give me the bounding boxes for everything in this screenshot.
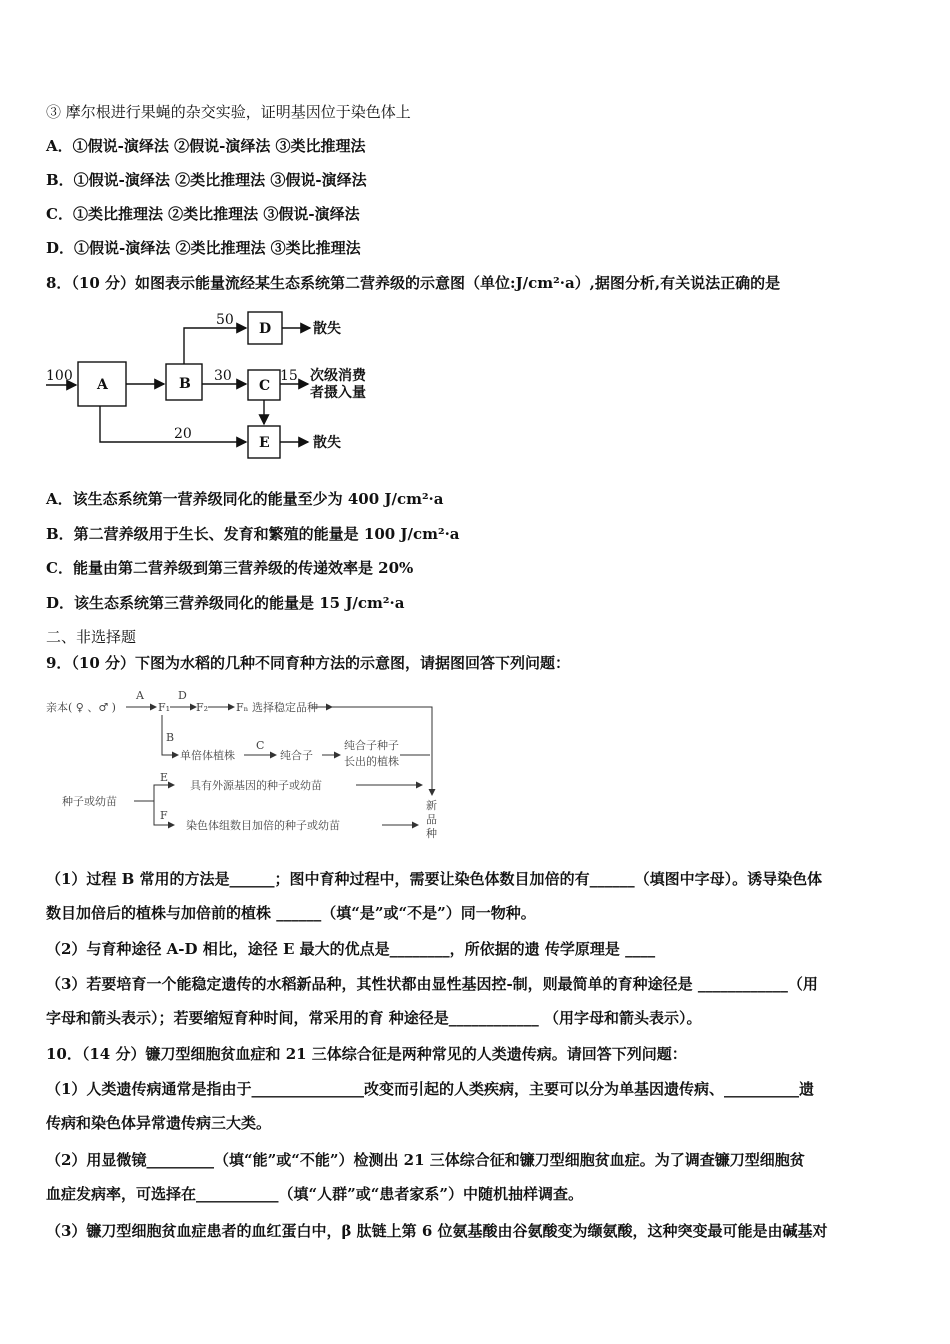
breeding-methods-diagram xyxy=(44,685,444,845)
section-heading: 二、非选择题 xyxy=(46,628,137,646)
q8-option-b: B．第二营养级用于生长、发育和繁殖的能量是 100 J/cm²·a xyxy=(46,525,460,543)
q10-part1 xyxy=(46,1072,908,1140)
path-e-label: E xyxy=(160,771,169,784)
pure-label: 纯合子 xyxy=(280,749,313,762)
q7-option-d: D．①假说-演绎法 ②类比推理法 ③类比推理法 xyxy=(46,239,361,257)
arrow-a-e xyxy=(100,406,246,442)
q9-part1 xyxy=(46,862,908,930)
haploid-label: 单倍体植株 xyxy=(180,749,235,762)
new-variety-2: 品 xyxy=(426,813,437,826)
parents-label: 亲本( ♀ 、♂ ) xyxy=(46,701,116,714)
path-d-label: D xyxy=(178,689,187,702)
f2-label: F₂ xyxy=(196,701,209,714)
seeds-label: 种子或幼苗 xyxy=(62,795,117,808)
arrow-b-d xyxy=(184,328,246,364)
path-b-label: B xyxy=(166,731,175,744)
q9-stem: 9．（10 分）下图为水稻的几种不同育种方法的示意图，请据图回答下列问题： xyxy=(46,654,571,672)
new-variety-1: 新 xyxy=(426,799,437,812)
path-c-label: C xyxy=(256,739,265,752)
q7-option-c: C．①类比推理法 ②类比推理法 ③假说-演绎法 xyxy=(46,205,360,223)
f1-label: F₁ xyxy=(158,701,171,714)
doubled-label: 染色体组数目加倍的种子或幼苗 xyxy=(186,819,340,832)
q7-option-b: B．①假说-演绎法 ②类比推理法 ③假说-演绎法 xyxy=(46,171,367,189)
value-input: 100 xyxy=(46,368,73,384)
q7-item-3: ③ 摩尔根进行果蝇的杂交实验，证明基因位于染色体上 xyxy=(46,103,411,121)
value-15: 15 xyxy=(280,368,298,384)
path-f-label: F xyxy=(160,809,168,822)
q10-stem: 10．（14 分）镰刀型细胞贫血症和 21 三体综合征是两种常见的人类遗传病。请回答下列问题： xyxy=(46,1045,687,1063)
q9-part2: （2）与育种途径 A-D 相比，途径 E 最大的优点是________，所依据的遗 传学原理是 ____ xyxy=(46,940,656,958)
q8-option-a: A．该生态系统第一营养级同化的能量至少为 400 J/cm²·a xyxy=(46,490,444,508)
q10-part3: （3）镰刀型细胞贫血症患者的血红蛋白中，β 肽链上第 6 位氨基酸由谷氨酸变为缬氨酸，这种突变最可能是由碱基对 xyxy=(46,1222,828,1240)
q9-p3-line2: 字母和箭头表示）；若要缩短育种时间，常采用的育 种途径是____________ （用字母和箭头表示）。 xyxy=(46,1009,702,1027)
energy-flow-diagram xyxy=(40,300,400,470)
q10-p2-line2: 血症发病率，可选择在___________（填“人群”或“患者家系”）中随机抽样调查。 xyxy=(46,1185,584,1203)
q9-p3-line1: （3）若要培育一个能稳定遗传的水稻新品种，其性状都由显性基因控-制，则最简单的育种途径是 ____________（用 xyxy=(46,975,818,993)
q7-option-a: A．①假说-演绎法 ②假说-演绎法 ③类比推理法 xyxy=(46,137,366,155)
label-box-c: C xyxy=(259,378,271,394)
q10-p1-line2: 传病和染色体异常遗传病三大类。 xyxy=(46,1114,272,1132)
q8-stem: 8．（10 分）如图表示能量流经某生态系统第二营养级的示意图（单位:J/cm²·a）,据图分析,有关说法正确的是 xyxy=(46,274,781,292)
q10-part2 xyxy=(46,1143,908,1211)
path-a-label: A xyxy=(136,689,144,702)
q9-part3 xyxy=(46,967,908,1035)
q10-p1-line1: （1）人类遗传病通常是指由于_______________改变而引起的人类疾病，主要可以分为单基因遗传病、__________遗 xyxy=(46,1080,814,1098)
value-50: 50 xyxy=(216,312,234,328)
new-variety-3: 种 xyxy=(426,827,437,840)
next-consumer-line1: 次级消费 xyxy=(310,368,366,384)
label-box-e: E xyxy=(259,435,270,451)
q8-option-c: C．能量由第二营养级到第三营养级的传递效率是 20% xyxy=(46,559,414,577)
select-stable-label: 选择稳定品种 xyxy=(252,701,318,714)
next-consumer-line2: 者摄入量 xyxy=(310,385,366,401)
loss-d: 散失 xyxy=(313,321,341,337)
value-20: 20 xyxy=(174,426,192,442)
label-box-b: B xyxy=(179,376,191,392)
pure-seed-line1: 纯合子种子 xyxy=(344,739,399,752)
q9-p1-line1: （1）过程 B 常用的方法是______；图中育种过程中，需要让染色体数目加倍的有______（填图中字母）。诱导染色体 xyxy=(46,870,823,888)
label-box-d: D xyxy=(259,321,272,337)
pure-seed-line2: 长出的植株 xyxy=(344,755,399,768)
label-box-a: A xyxy=(97,377,108,393)
q8-option-d: D．该生态系统第三营养级同化的能量是 15 J/cm²·a xyxy=(46,594,405,612)
value-30: 30 xyxy=(214,368,232,384)
loss-e: 散失 xyxy=(313,435,341,451)
q10-p2-line1: （2）用显微镜_________（填“能”或“不能”）检测出 21 三体综合征和镰刀型细胞贫血症。为了调查镰刀型细胞贫 xyxy=(46,1151,805,1169)
q9-p1-line2: 数目加倍后的植株与加倍前的植株 ______（填“是”或“不是”）同一物种。 xyxy=(46,904,536,922)
fn-label: Fₙ xyxy=(236,701,249,714)
foreign-gene-label: 具有外源基因的种子或幼苗 xyxy=(190,779,322,792)
